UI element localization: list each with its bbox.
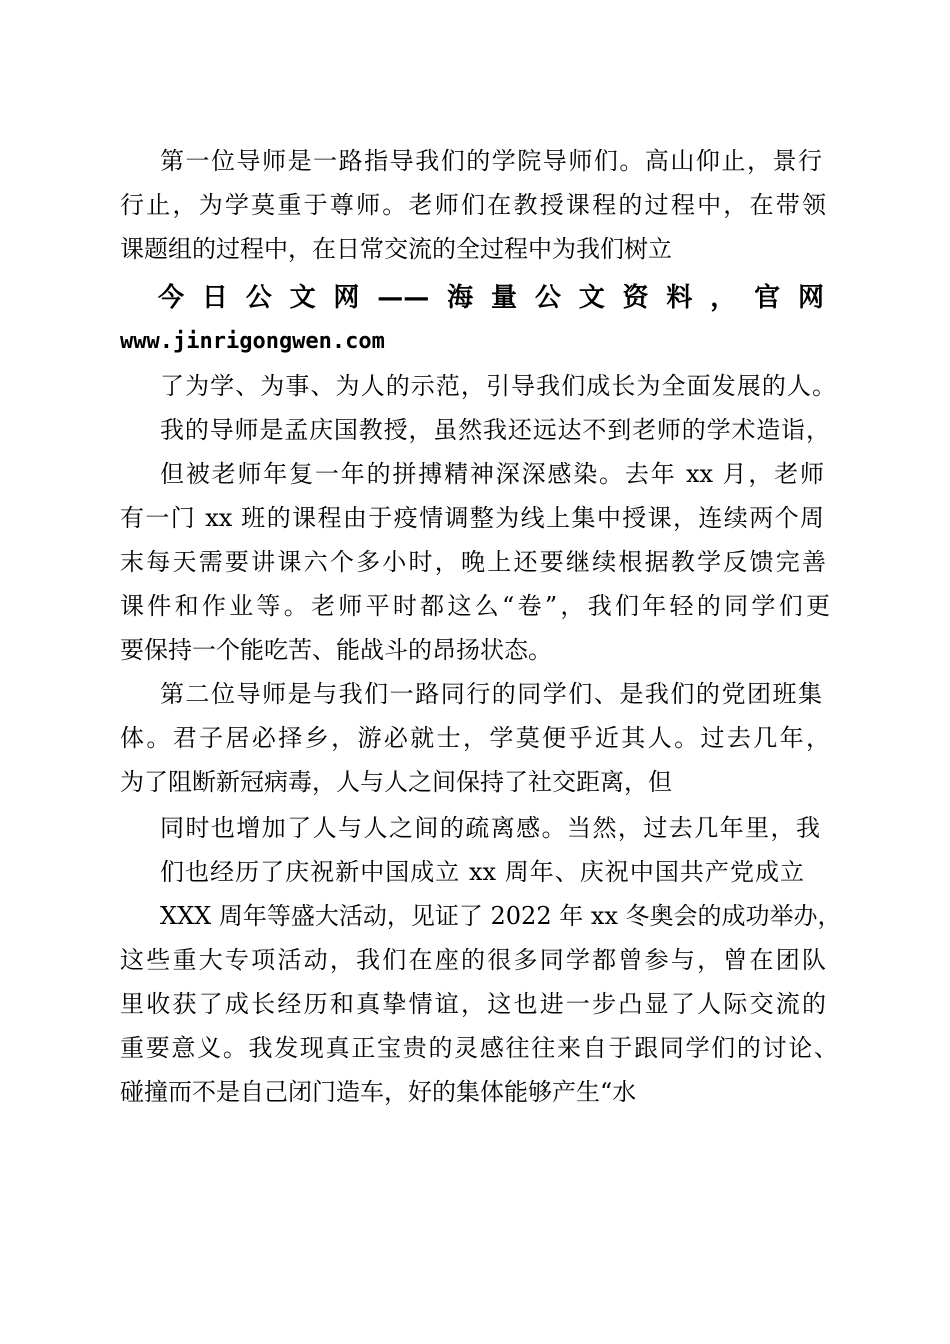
paragraph-line: 了为学、为事、为人的示范，引导我们成长为全面发展的人。 [160,372,836,400]
paragraph-line: XXX 周年等盛大活动，见证了 2022 年 xx 冬奥会的成功举办， [160,902,842,930]
paragraph-line: 体。君子居必择乡，游必就士，学莫便乎近其人。过去几年， [120,724,830,752]
paragraph-line: 们也经历了庆祝新中国成立 xx 周年、庆祝中国共产党成立 [160,858,804,886]
paragraph-line: 第二位导师是与我们一路同行的同学们、是我们的党团班集 [160,680,822,708]
paragraph-line: 这些重大专项活动，我们在座的很多同学都曾参与，曾在团队 [120,946,826,974]
paragraph-line: 课件和作业等。老师平时都这么“卷”，我们年轻的同学们更 [120,592,830,620]
paragraph-line: 重要意义。我发现真正宝贵的灵感往往来自于跟同学们的讨论、 [120,1034,838,1062]
paragraph-line: 为了阻断新冠病毒，人与人之间保持了社交距离，但 [120,768,672,796]
paragraph-line: 行止，为学莫重于尊师。老师们在教授课程的过程中，在带领 [120,191,826,219]
paragraph-line: 末每天需要讲课六个多小时，晚上还要继续根据教学反馈完善 [120,548,826,576]
paragraph-line: 同时也增加了人与人之间的疏离感。当然，过去几年里，我 [160,814,820,842]
paragraph-line: 我的导师是孟庆国教授，虽然我还远达不到老师的学术造诣， [160,416,830,444]
paragraph-line: 有一门 xx 班的课程由于疫情调整为线上集中授课，连续两个周 [120,504,824,532]
paragraph-line: 第一位导师是一路指导我们的学院导师们。高山仰止，景行 [160,147,822,175]
banner-url: www.jinrigongwen.com [120,329,385,354]
paragraph-line: 但被老师年复一年的拼搏精神深深感染。去年 xx 月，老师 [160,460,824,488]
paragraph-line: 碰撞而不是自己闭门造车，好的集体能够产生“水 [120,1078,637,1106]
paragraph-line: 要保持一个能吃苦、能战斗的昂扬状态。 [120,636,552,664]
paragraph-line: 里收获了成长经历和真挚情谊，这也进一步凸显了人际交流的 [120,990,826,1018]
banner-title: 今日公文网——海量公文资料，官网 [158,283,824,313]
paragraph-line: 课题组的过程中，在日常交流的全过程中为我们树立 [120,235,672,263]
